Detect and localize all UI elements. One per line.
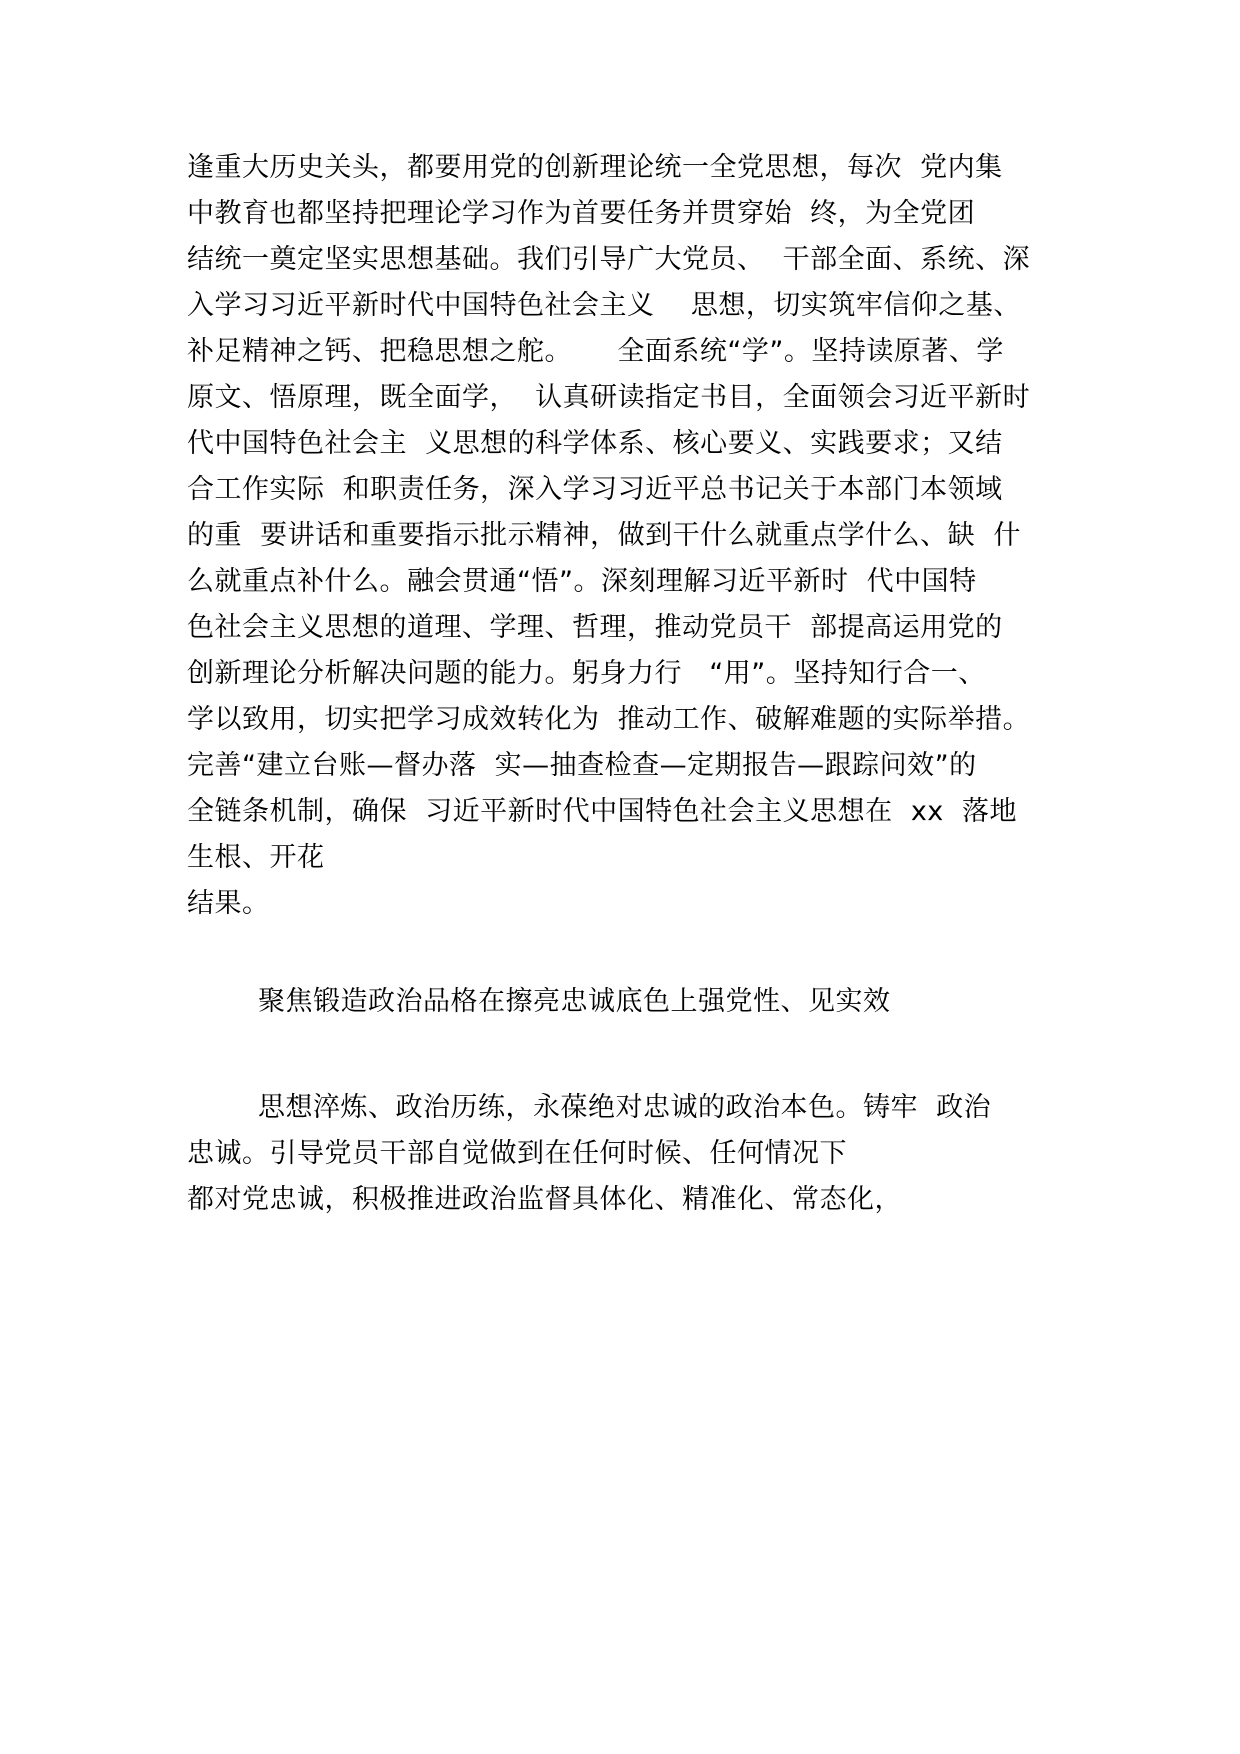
paragraph-1-line-13: 学以致用，切实把学习成效转化为 推动工作、破解难题的实际举措。 <box>187 704 1031 735</box>
paragraph-1-line-10: 么就重点补什么。融会贯通“悟”。深刻理解习近平新时 代中国特 <box>187 566 977 597</box>
paragraph-2-line-3: 都对党忠诚，积极推进政治监督具体化、精准化、常态化， <box>187 1184 902 1215</box>
paragraph-1-line-9: 的重 要讲话和重要指示批示精神，做到干什么就重点学什么、缺 什 <box>187 520 1021 551</box>
paragraph-1-line-4: 入学习习近平新时代中国特色社会主义 思想，切实筑牢信仰之基、 <box>187 290 1021 321</box>
paragraph-1-line-17: 结果。 <box>187 888 270 919</box>
paragraph-1-line-12: 创新理论分析解决问题的能力。躬身力行 “用”。坚持知行合一、 <box>187 658 986 689</box>
paragraph-1-line-5: 补足精神之钙、把稳思想之舵。 全面系统“学”。坚持读原著、学 <box>187 336 1004 367</box>
paragraph-1-line-14: 完善“建立台账—督办落 实—抽查检查—定期报告—跟踪问效”的 <box>187 750 977 781</box>
paragraph-1-line-2: 中教育也都坚持把理论学习作为首要任务并贯穿始 终，为全党团 <box>187 198 976 229</box>
paragraph-1-line-16: 生根、开花 <box>187 842 325 873</box>
section-heading: 聚焦锻造政治品格在擦亮忠诚底色上强党性、见实效 <box>258 986 891 1017</box>
paragraph-2-line-2: 忠诚。引导党员干部自觉做到在任何时候、任何情况下 <box>187 1138 847 1169</box>
paragraph-1-line-11: 色社会主义思想的道理、学理、哲理，推动党员干 部提高运用党的 <box>187 612 1003 643</box>
paragraph-1-line-3: 结统一奠定坚实思想基础。我们引导广大党员、 干部全面、系统、深 <box>187 244 1031 275</box>
paragraph-1-line-6: 原文、悟原理，既全面学， 认真研读指定书目，全面领会习近平新时 <box>187 382 1031 413</box>
paragraph-2-line-1: 思想淬炼、政治历练，永葆绝对忠诚的政治本色。铸牢 政治 <box>258 1092 992 1123</box>
paragraph-1-line-1: 逢重大历史关头，都要用党的创新理论统一全党思想，每次 党内集 <box>187 152 1003 183</box>
paragraph-1-line-8: 合工作实际 和职责任务，深入学习习近平总书记关于本部门本领域 <box>187 474 1003 505</box>
paragraph-1-line-15: 全链条机制，确保 习近平新时代中国特色社会主义思想在 xx 落地 <box>187 796 1017 827</box>
paragraph-1-line-7: 代中国特色社会主 义思想的科学体系、核心要义、实践要求；又结 <box>187 428 1003 459</box>
